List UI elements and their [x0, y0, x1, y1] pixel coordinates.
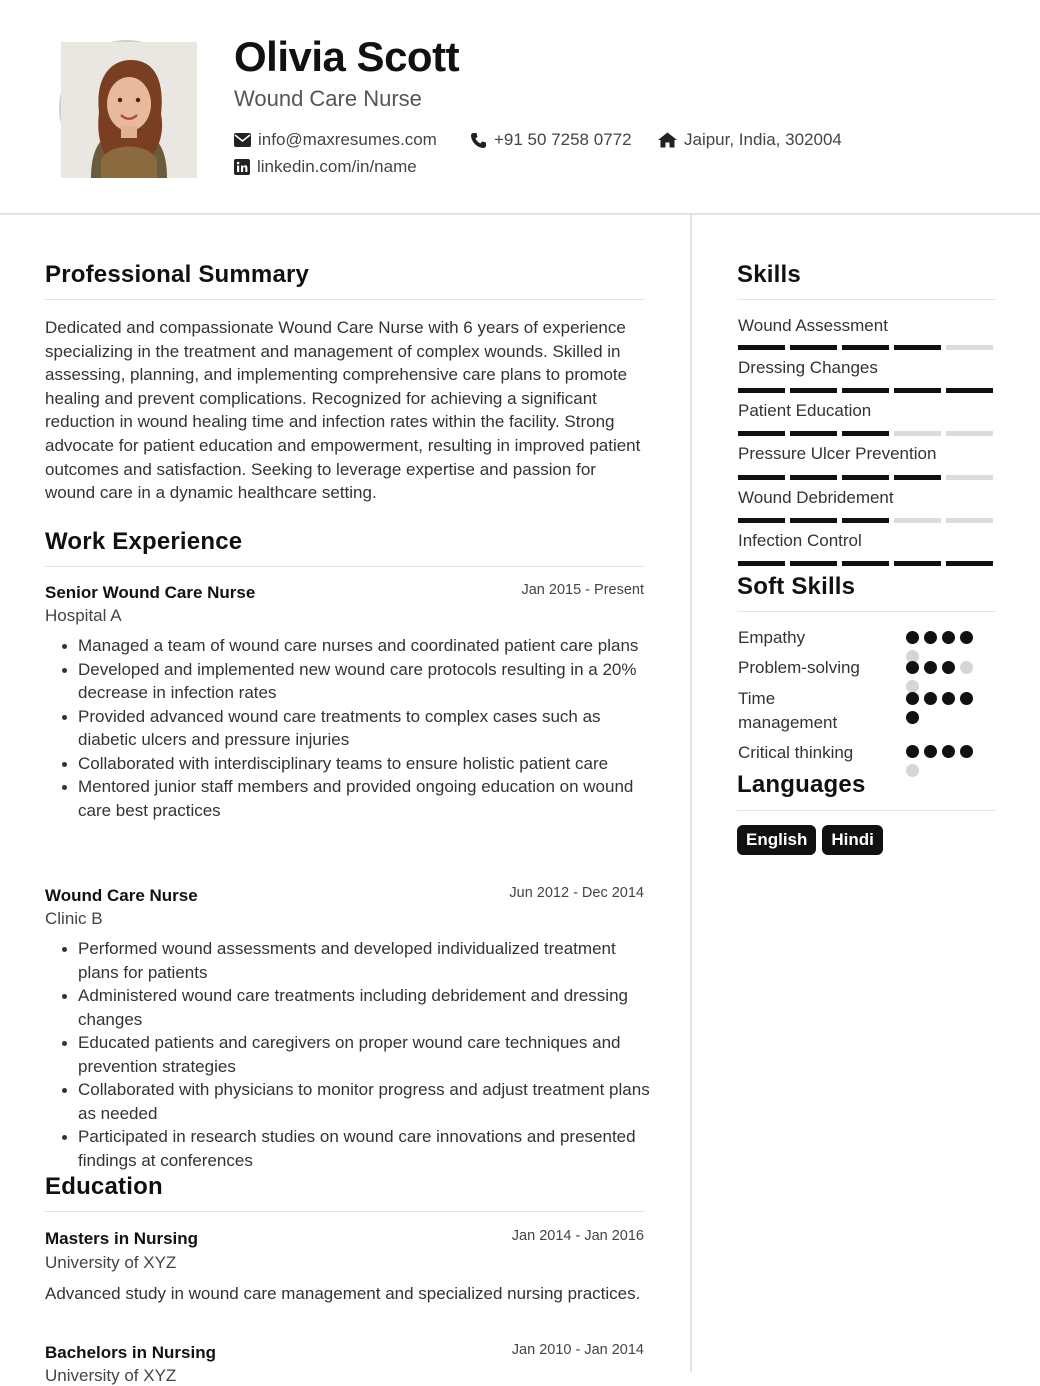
- profile-photo: [59, 40, 195, 176]
- skill-level-segment: [946, 561, 993, 566]
- candidate-title: Wound Care Nurse: [234, 86, 422, 111]
- profile-photo-illustration: [61, 42, 197, 178]
- language-badge: English: [737, 825, 816, 855]
- degree-title: Masters in Nursing: [45, 1229, 199, 1248]
- email-text: info@maxresumes.com: [258, 130, 437, 149]
- soft-skill-dots: [906, 692, 986, 730]
- skill-level-segment: [842, 431, 889, 436]
- skill-level-segment: [946, 475, 993, 480]
- soft-skills-heading: Soft Skills: [737, 573, 856, 600]
- summary-divider: [45, 299, 645, 300]
- skill-level-segment: [790, 518, 837, 523]
- job-bullets: [60, 937, 650, 1172]
- phone-text: +91 50 7258 0772: [494, 130, 632, 149]
- skill-level-segment: [738, 345, 785, 350]
- job-organization: Hospital A: [45, 606, 122, 625]
- job-organization: Clinic B: [45, 909, 103, 928]
- job-bullet: Mentored junior staff members and provided ongoing education on wound care best practices: [60, 775, 650, 822]
- school-name: University of XYZ: [45, 1366, 177, 1385]
- job-bullets: [60, 634, 650, 822]
- soft-skill-dot: [924, 745, 937, 758]
- soft-skills-divider: [737, 611, 995, 612]
- skill-level-segment: [842, 388, 889, 393]
- linkedin-contact[interactable]: [234, 157, 417, 177]
- soft-skill-dots: [906, 745, 986, 783]
- soft-skill-dot: [906, 661, 919, 674]
- soft-skill-name: Time management: [738, 689, 838, 732]
- skill-level-bar: [738, 475, 993, 480]
- soft-skill-dot: [942, 745, 955, 758]
- skill-level-segment: [790, 388, 837, 393]
- skill-level-segment: [842, 345, 889, 350]
- skill-level-segment: [790, 345, 837, 350]
- languages-heading: Languages: [737, 771, 866, 798]
- skill-level-bar: [738, 431, 993, 436]
- job-title: Wound Care Nurse: [45, 886, 198, 905]
- language-list: [737, 825, 883, 855]
- skill-level-segment: [738, 475, 785, 480]
- soft-skill-dot: [960, 631, 973, 644]
- skill-level-segment: [790, 475, 837, 480]
- skill-level-segment: [894, 431, 941, 436]
- summary-heading: Professional Summary: [45, 261, 310, 288]
- skill-level-segment: [738, 388, 785, 393]
- skill-level-segment: [894, 518, 941, 523]
- skill-name: Patient Education: [738, 401, 872, 420]
- location-contact: [658, 130, 842, 150]
- linkedin-text: linkedin.com/in/name: [257, 157, 417, 176]
- degree-title: Bachelors in Nursing: [45, 1343, 216, 1362]
- soft-skill-dot: [906, 631, 919, 644]
- school-name: University of XYZ: [45, 1253, 177, 1272]
- job-bullet: Participated in research studies on wound care innovations and presented findings at conferences: [60, 1125, 650, 1172]
- skill-level-segment: [842, 561, 889, 566]
- job-title: Senior Wound Care Nurse: [45, 583, 256, 602]
- job-bullet: Developed and implemented new wound care protocols resulting in a 20% decrease in infection rates: [60, 658, 650, 705]
- linkedin-icon: [234, 159, 250, 175]
- soft-skill-dot: [960, 661, 973, 674]
- skills-heading: Skills: [737, 261, 801, 288]
- skill-level-segment: [894, 561, 941, 566]
- job-bullet: Managed a team of wound care nurses and coordinated patient care plans: [60, 634, 650, 658]
- education-date: Jan 2014 - Jan 2016: [511, 1228, 644, 1244]
- phone-contact[interactable]: [470, 130, 632, 150]
- skill-level-segment: [790, 431, 837, 436]
- soft-skill-dot: [924, 631, 937, 644]
- skill-level-segment: [790, 561, 837, 566]
- education-heading: Education: [45, 1173, 163, 1200]
- job-date: Jun 2012 - Dec 2014: [509, 885, 644, 901]
- skill-level-segment: [738, 561, 785, 566]
- language-badge: Hindi: [822, 825, 883, 855]
- skill-level-segment: [946, 518, 993, 523]
- skill-level-segment: [946, 431, 993, 436]
- job-bullet: Performed wound assessments and developed individualized treatment plans for patients: [60, 937, 650, 984]
- skill-level-bar: [738, 518, 993, 523]
- soft-skill-dot: [906, 692, 919, 705]
- skill-level-segment: [738, 431, 785, 436]
- email-contact[interactable]: [234, 130, 437, 150]
- resume-header: [0, 0, 1040, 215]
- job-bullet: Collaborated with physicians to monitor progress and adjust treatment plans as needed: [60, 1078, 650, 1125]
- job-bullet: Administered wound care treatments including debridement and dressing changes: [60, 984, 650, 1031]
- skill-level-segment: [894, 475, 941, 480]
- soft-skill-dot: [924, 661, 937, 674]
- job-date: Jan 2015 - Present: [521, 582, 644, 598]
- envelope-icon: [234, 133, 251, 147]
- skill-level-bar: [738, 561, 993, 566]
- skills-divider: [737, 299, 995, 300]
- education-description: Advanced study in wound care management and specialized nursing practices.: [45, 1284, 641, 1303]
- skill-level-segment: [946, 345, 993, 350]
- education-date: Jan 2010 - Jan 2014: [511, 1342, 644, 1358]
- soft-skill-dot: [942, 631, 955, 644]
- experience-divider: [45, 566, 645, 567]
- skill-level-segment: [738, 518, 785, 523]
- skill-name: Pressure Ulcer Prevention: [738, 444, 937, 463]
- skill-name: Infection Control: [738, 531, 862, 550]
- soft-skill-dot: [960, 745, 973, 758]
- soft-skill-name: Empathy: [738, 628, 806, 647]
- home-icon: [658, 132, 677, 148]
- soft-skill-dot: [906, 764, 919, 777]
- soft-skill-dot: [942, 661, 955, 674]
- soft-skill-dot: [960, 692, 973, 705]
- job-bullet: Provided advanced wound care treatments to complex cases such as diabetic ulcers and pressure injuries: [60, 705, 650, 752]
- skill-level-bar: [738, 388, 993, 393]
- skill-level-segment: [842, 475, 889, 480]
- job-bullet: Educated patients and caregivers on proper wound care techniques and prevention strategies: [60, 1031, 650, 1078]
- soft-skill-name: Critical thinking: [738, 743, 854, 762]
- skill-level-segment: [842, 518, 889, 523]
- skill-name: Dressing Changes: [738, 358, 878, 377]
- soft-skill-dot: [942, 692, 955, 705]
- languages-divider: [737, 810, 995, 811]
- skill-level-segment: [894, 345, 941, 350]
- summary-text: Dedicated and compassionate Wound Care Nurse with 6 years of experience specializing in the treatment and management of complex wounds. Skilled in assessing, planning, and implementing comprehensive care plans to promote healing and prevent complications. Recognized for achieving a significant reduction in wound healing time and infection rates within the facility. Strong advocate for patient education and empowerment, resulting in improved patient outcomes and satisfaction. Seeking to leverage expertise and passion for wound care in a dynamic healthcare setting.: [45, 318, 641, 503]
- skill-level-segment: [894, 388, 941, 393]
- soft-skill-dot: [906, 711, 919, 724]
- skill-name: Wound Assessment: [738, 316, 888, 335]
- soft-skill-dot: [924, 692, 937, 705]
- skill-name: Wound Debridement: [738, 488, 894, 507]
- job-bullet: Collaborated with interdisciplinary teams to ensure holistic patient care: [60, 752, 650, 776]
- soft-skill-name: Problem-solving: [738, 658, 860, 677]
- skill-level-segment: [946, 388, 993, 393]
- column-divider: [690, 215, 692, 1372]
- experience-heading: Work Experience: [45, 528, 243, 555]
- skill-level-bar: [738, 345, 993, 350]
- candidate-name: Olivia Scott: [234, 33, 460, 80]
- location-text: Jaipur, India, 302004: [684, 130, 842, 149]
- soft-skill-dot: [906, 745, 919, 758]
- phone-icon: [470, 132, 487, 149]
- education-divider: [45, 1211, 645, 1212]
